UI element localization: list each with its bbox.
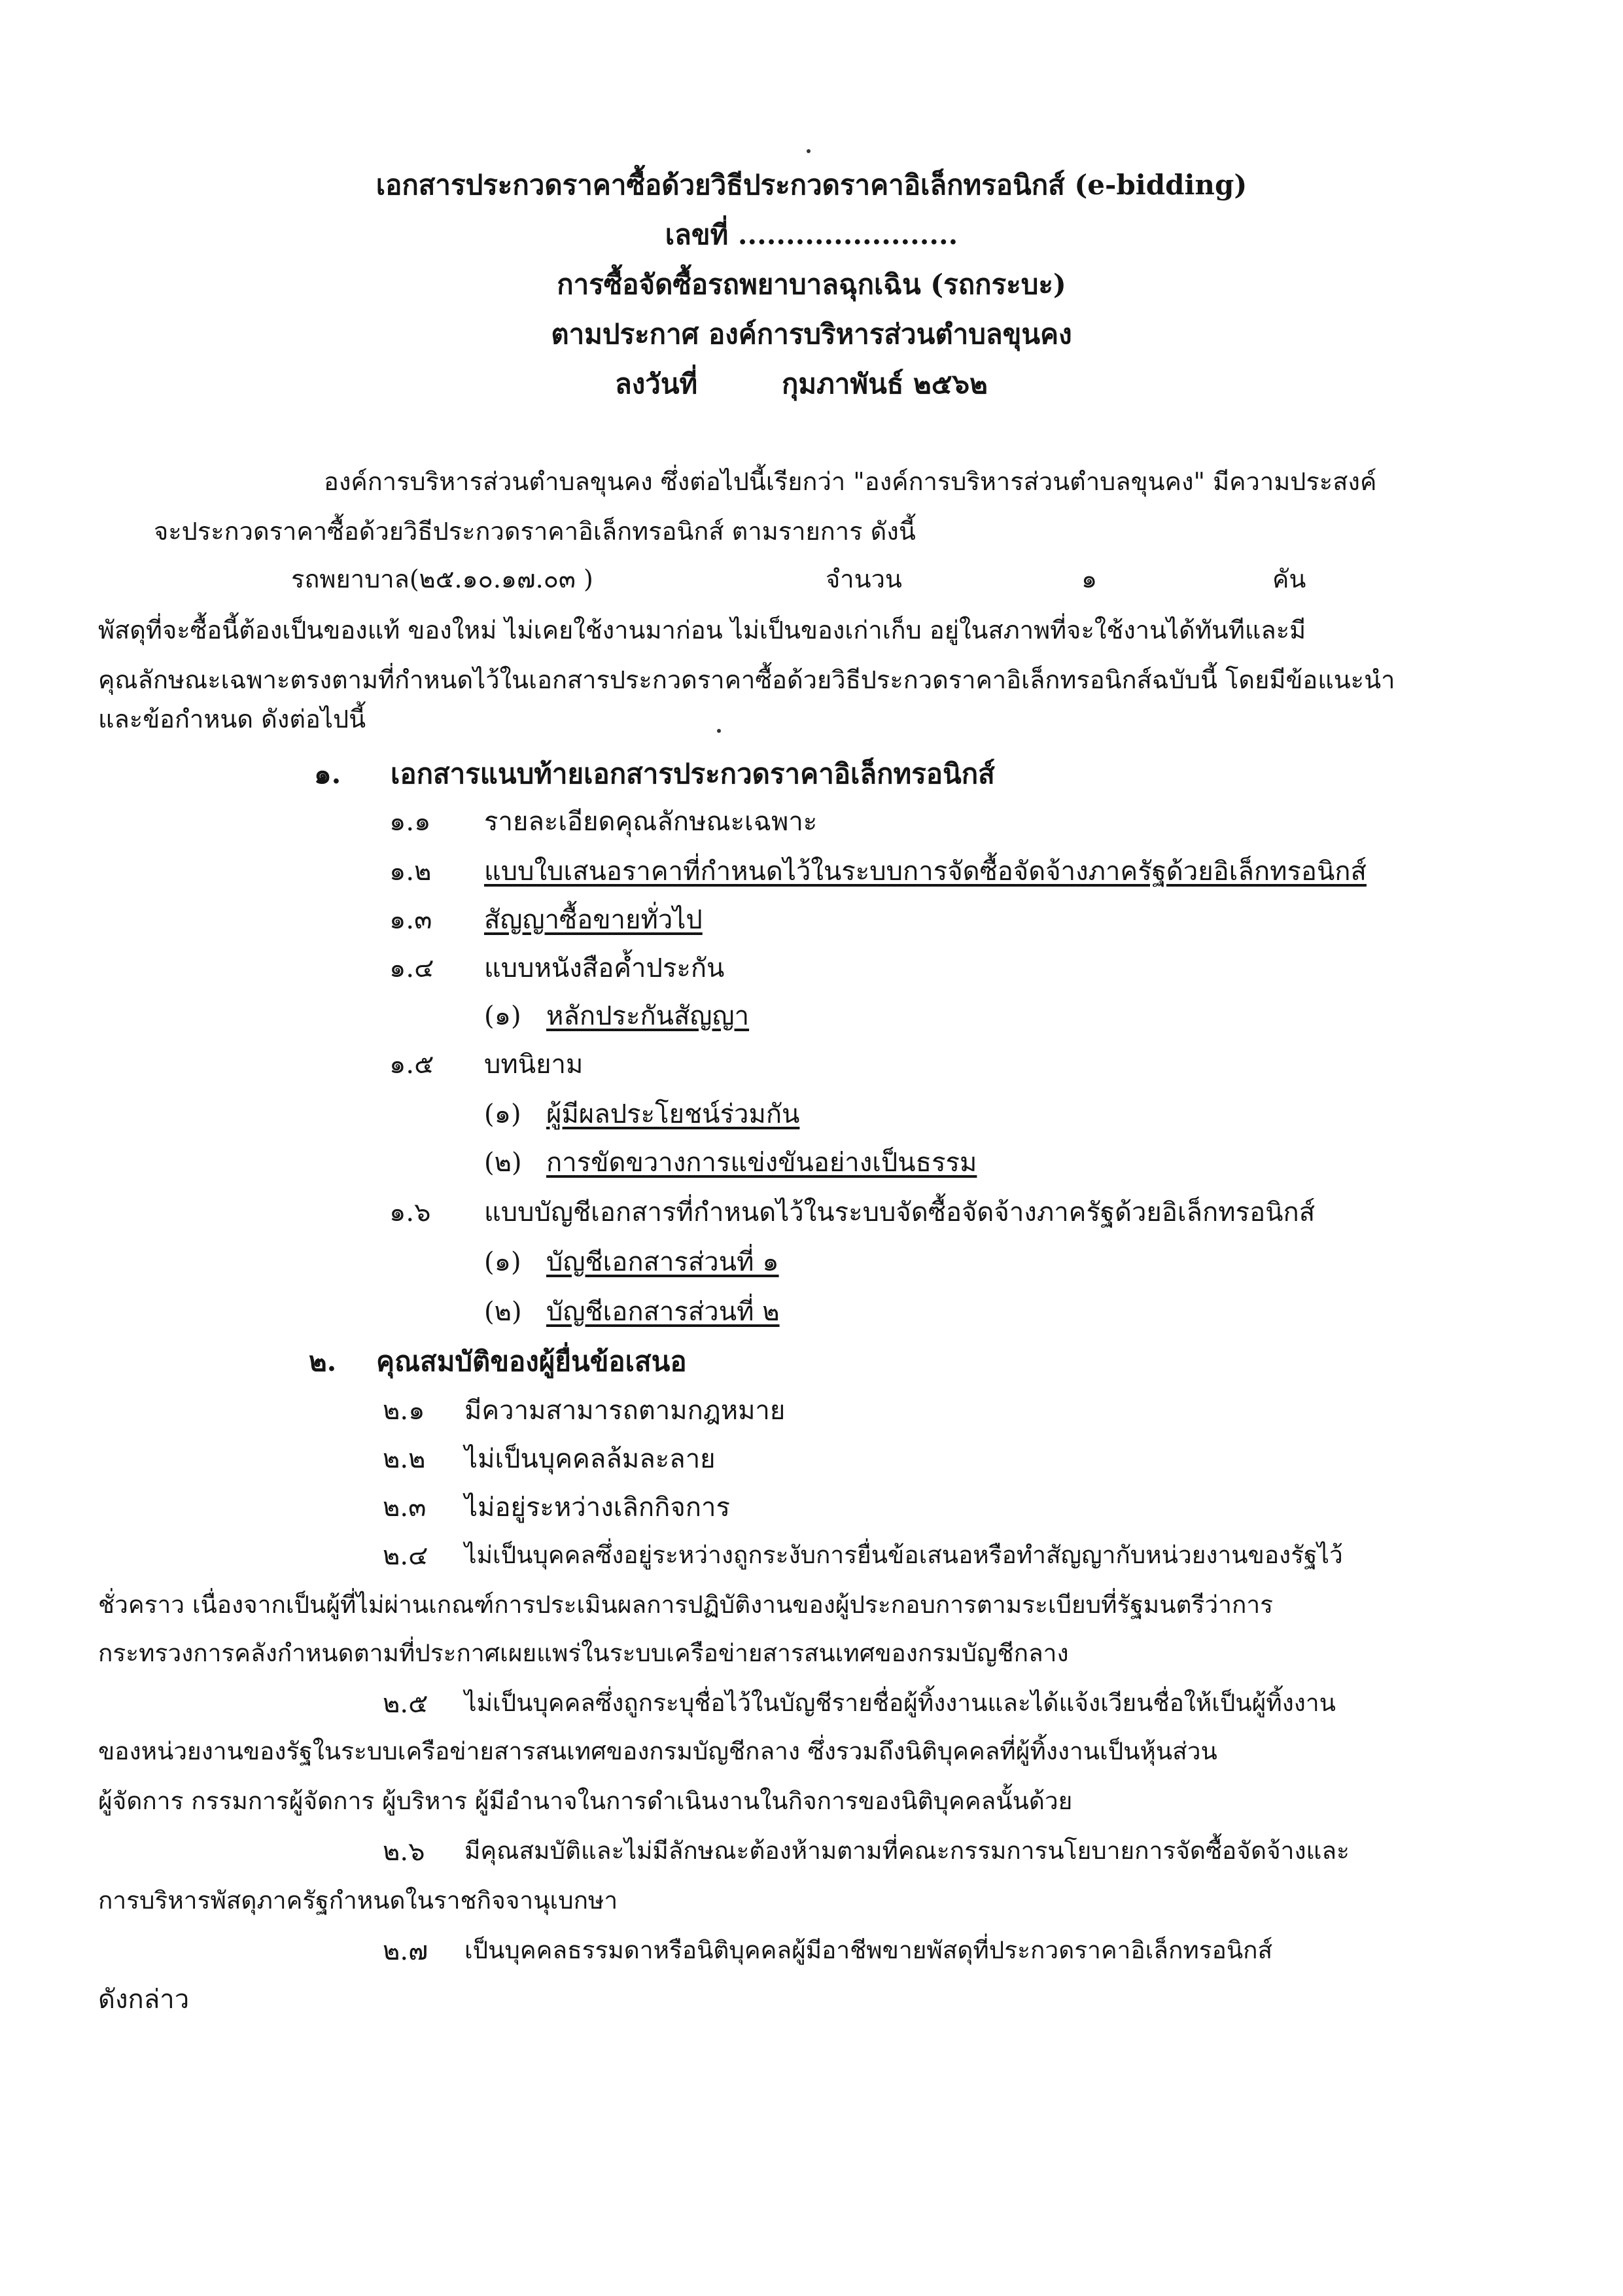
section-1-item-number: ๑.๒	[389, 857, 432, 887]
quantity-unit: คัน	[1272, 565, 1306, 593]
section-1-subitem-number: (๑)	[484, 1001, 521, 1031]
section-2-item-number: ๒.๗	[383, 1936, 428, 1966]
section-1-item-text: แบบบัญชีเอกสารที่กำหนดไว้ในระบบจัดซื้อจัดจ้างภาครัฐด้วยอิเล็กทรอนิกส์	[484, 1197, 1316, 1227]
section-2-item-number: ๒.๖	[383, 1837, 425, 1867]
section-1-subitem-number: (๒)	[484, 1297, 522, 1327]
section-1-subitem-link[interactable]: บัญชีเอกสารส่วนที่ ๑	[546, 1247, 779, 1277]
section-2-continuation-text: การบริหารพัสดุภาครัฐกำหนดในราชกิจจานุเบกษา	[98, 1886, 618, 1915]
date-value: กุมภาพันธ์ ๒๕๖๒	[782, 368, 988, 400]
section-1-item-text: แบบหนังสือค้ำประกัน	[484, 953, 725, 983]
section-1-subitem-link[interactable]: การขัดขวางการแข่งขันอย่างเป็นธรรม	[546, 1148, 977, 1178]
section-2-number: ๒.	[309, 1345, 337, 1377]
section-2-item-text: ไม่เป็นบุคคลซึ่งอยู่ระหว่างถูกระงับการยื่นข้อเสนอหรือทำสัญญากับหน่วยงานของรัฐไว้	[464, 1541, 1343, 1569]
quantity-value: ๑	[1081, 565, 1098, 593]
section-2-continuation-text: ของหน่วยงานของรัฐในระบบเครือข่ายสารสนเทศของกรมบัญชีกลาง ซึ่งรวมถึงนิติบุคคลที่ผู้ทิ้งงานเป็นหุ้นส่วน	[98, 1737, 1217, 1765]
section-1-title: เอกสารแนบท้ายเอกสารประกวดราคาอิเล็กทรอนิกส์	[391, 758, 995, 790]
section-2-continuation-text: กระทรวงการคลังกำหนดตามที่ประกาศเผยแพร่ในระบบเครือข่ายสารสนเทศของกรมบัญชีกลาง	[98, 1639, 1069, 1667]
section-2-item-text: มีความสามารถตามกฎหมาย	[464, 1396, 786, 1426]
section-2-item-text: เป็นบุคคลธรรมดาหรือนิติบุคคลผู้มีอาชีพขายพัสดุที่ประกวดราคาอิเล็กทรอนิกส์	[464, 1936, 1273, 1964]
section-2-continuation-text: ดังกล่าว	[98, 1985, 190, 2015]
intro-paragraph-line-3: และข้อกำหนด ดังต่อไปนี้	[98, 705, 366, 733]
announcement-line: ตามประกาศ องค์การบริหารส่วนตำบลขุนคง	[551, 318, 1072, 350]
section-2-item-number: ๒.๕	[383, 1689, 428, 1719]
quantity-label: จำนวน	[826, 565, 902, 593]
section-1-subitem-link[interactable]: บัญชีเอกสารส่วนที่ ๒	[546, 1297, 780, 1327]
section-2-continuation-text: ชั่วคราว เนื่องจากเป็นผู้ที่ไม่ผ่านเกณฑ์การประเมินผลการปฏิบัติงานของผู้ประกอบการตามระเบียบที่รัฐมนตรีว่าการ	[98, 1591, 1273, 1619]
section-1-number: ๑.	[314, 758, 341, 790]
document-title: เอกสารประกวดราคาซื้อด้วยวิธีประกวดราคาอิเล็กทรอนิกส์ (e-bidding)	[375, 169, 1248, 201]
section-2-continuation-text: ผู้จัดการ กรรมการผู้จัดการ ผู้บริหาร ผู้มีอำนาจในการดำเนินงานในกิจการของนิติบุคคลนั้นด้วย	[98, 1787, 1073, 1815]
intro-paragraph-line-2: คุณลักษณะเฉพาะตรงตามที่กำหนดไว้ในเอกสารประกวดราคาซื้อด้วยวิธีประกวดราคาอิเล็กทรอนิกส์ฉบับนี้ โดยมีข้อแนะนำ	[98, 665, 1395, 694]
section-2-item-text: ไม่เป็นบุคคลซึ่งถูกระบุชื่อไว้ในบัญชีรายชื่อผู้ทิ้งงานและได้แจ้งเวียนชื่อให้เป็นผู้ทิ้งงาน	[464, 1689, 1336, 1717]
date-label: ลงวันที่	[615, 368, 698, 400]
section-1-subitem-link[interactable]: หลักประกันสัญญา	[546, 1001, 750, 1031]
intro-line-2: จะประกวดราคาซื้อด้วยวิธีประกวดราคาอิเล็กทรอนิกส์ ตามรายการ ดังนี้	[154, 517, 916, 546]
section-1-item-link[interactable]: แบบใบเสนอราคาที่กำหนดไว้ในระบบการจัดซื้อจัดจ้างภาครัฐด้วยอิเล็กทรอนิกส์	[484, 857, 1367, 887]
section-1-item-number: ๑.๖	[389, 1197, 431, 1227]
section-1-item-number: ๑.๕	[389, 1050, 434, 1080]
section-1-subitem-number: (๑)	[484, 1247, 521, 1277]
section-2-item-number: ๒.๑	[383, 1396, 425, 1426]
section-2-item-number: ๒.๓	[383, 1492, 427, 1523]
section-1-item-text: บทนิยาม	[484, 1050, 584, 1080]
section-1-item-number: ๑.๔	[389, 953, 434, 983]
document-number: เลขที่ .......................	[665, 219, 958, 251]
intro-paragraph-line-1: พัสดุที่จะซื้อนี้ต้องเป็นของแท้ ของใหม่ ไม่เคยใช้งานมาก่อน ไม่เป็นของเก่าเก็บ อยู่ในสภาพที่จะใช้งานได้ทันทีและมี	[98, 616, 1306, 645]
intro-line-1: องค์การบริหารส่วนตำบลขุนคง ซึ่งต่อไปนี้เรียกว่า "องค์การบริหารส่วนตำบลขุนคง" มีความประสงค์	[324, 467, 1377, 496]
section-1-item-link[interactable]: สัญญาซื้อขายทั่วไป	[484, 905, 703, 935]
document-subject: การซื้อจัดซื้อรถพยาบาลฉุกเฉิน (รถกระบะ)	[557, 268, 1066, 300]
section-1-item-number: ๑.๓	[389, 905, 432, 935]
speck-mark	[807, 149, 811, 153]
section-1-subitem-number: (๑)	[484, 1099, 521, 1129]
section-2-item-number: ๒.๔	[383, 1541, 428, 1571]
item-name: รถพยาบาล(๒๕.๑๐.๑๗.๐๓ )	[291, 565, 593, 593]
section-2-item-text: ไม่อยู่ระหว่างเลิกกิจการ	[464, 1492, 730, 1523]
section-1-item-text: รายละเอียดคุณลักษณะเฉพาะ	[484, 807, 818, 837]
section-2-title: คุณสมบัติของผู้ยื่นข้อเสนอ	[376, 1345, 687, 1377]
speck-mark	[717, 729, 721, 733]
section-2-item-number: ๒.๒	[383, 1444, 426, 1474]
section-1-item-number: ๑.๑	[389, 807, 431, 837]
section-1-subitem-link[interactable]: ผู้มีผลประโยชน์ร่วมกัน	[546, 1099, 800, 1129]
section-2-item-text: มีคุณสมบัติและไม่มีลักษณะต้องห้ามตามที่คณะกรรมการนโยบายการจัดซื้อจัดจ้างและ	[464, 1837, 1350, 1865]
section-2-item-text: ไม่เป็นบุคคลล้มละลาย	[464, 1444, 716, 1474]
section-1-subitem-number: (๒)	[484, 1148, 522, 1178]
